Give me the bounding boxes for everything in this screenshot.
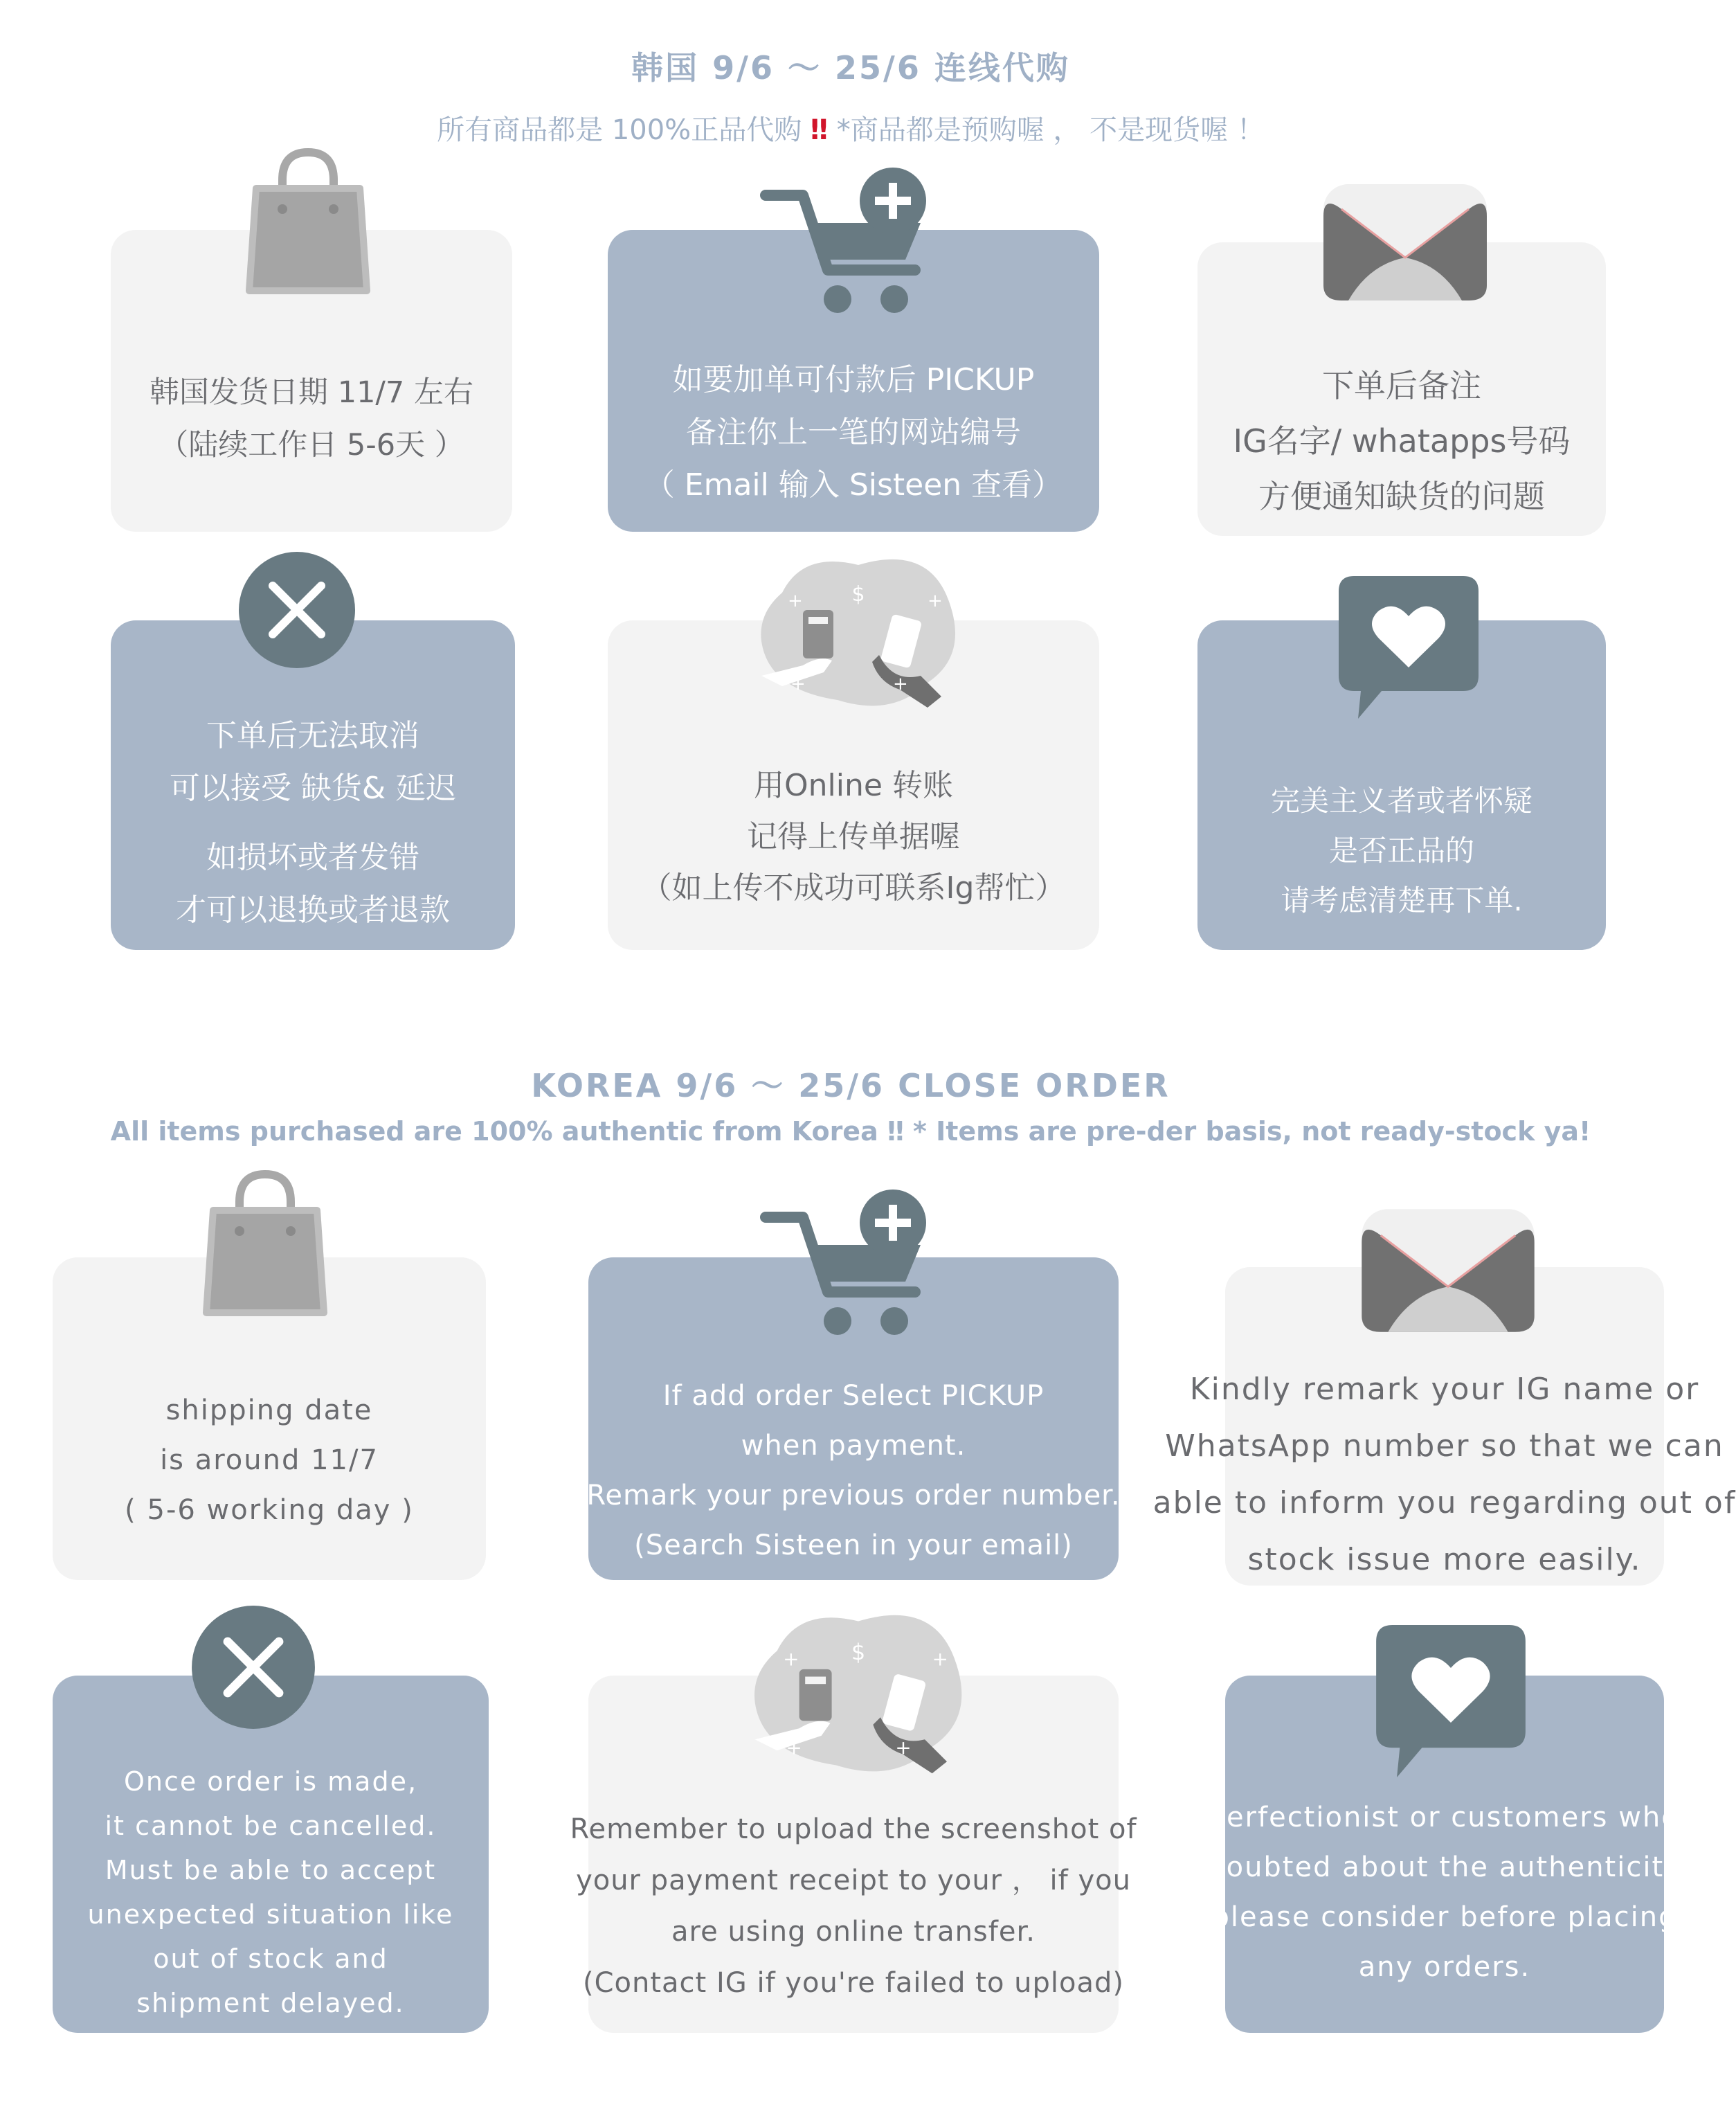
card-line: 是否正品的 <box>1328 834 1474 868</box>
alert-mark: ‼ <box>810 114 828 146</box>
card-line: shipping date <box>165 1394 373 1426</box>
card-line: （陆续工作日 5-6天 ） <box>159 428 464 463</box>
heart-chat-icon <box>1375 1623 1527 1779</box>
card-line: 完美主义者或者怀疑 <box>1270 784 1532 818</box>
card-line: (Contact IG if you're failed to upload) <box>583 1967 1124 1999</box>
card-line: doubted about the authenticity <box>1207 1851 1682 1883</box>
english-subtitle: All items purchased are 100% authentic from Korea ‼ * Items are pre-der basis, not ready-stock ya! <box>110 1116 1591 1147</box>
card-line: 记得上传单据喔 <box>747 819 960 854</box>
svg-text:+: + <box>788 591 803 611</box>
card-line: 才可以退换或者退款 <box>176 892 450 928</box>
card-line: 用Online 转账 <box>754 768 953 803</box>
cart-add-icon <box>761 166 941 318</box>
card-line: (Search Sisteen in your email) <box>634 1529 1073 1561</box>
card-line: are using online transfer. <box>671 1916 1036 1948</box>
card-line: stock issue more easily. <box>1247 1542 1642 1577</box>
close-circle-icon <box>238 551 356 669</box>
card-line: 方便通知缺货的问题 <box>1258 478 1545 515</box>
card-line: 下单后备注 <box>1322 367 1481 404</box>
card-line: 可以接受 缺货& 延迟 <box>169 771 457 806</box>
card-line: 如要加单可付款后 PICKUP <box>672 362 1035 397</box>
card-line: 请考虑清楚再下单. <box>1281 883 1523 917</box>
chinese-subtitle-text: *商品都是预购喔 ， 不是现货喔 ！ <box>828 114 1265 146</box>
card-line: is around 11/7 <box>160 1444 379 1476</box>
card-line: 如损坏或者发错 <box>206 840 419 875</box>
chinese-subtitle <box>0 108 1701 147</box>
svg-text:+: + <box>790 674 806 694</box>
card-line: Remember to upload the screenshot of <box>570 1813 1137 1845</box>
card-line: Once order is made, <box>123 1766 418 1797</box>
english-title: KOREA 9/6 ～ 25/6 CLOSE ORDER <box>531 1067 1170 1104</box>
payment-transfer-icon <box>754 551 962 713</box>
svg-text:+: + <box>783 1647 799 1671</box>
card-line: 下单后无法取消 <box>206 718 419 753</box>
shopping-bag-icon <box>199 1167 331 1320</box>
card-line: Must be able to accept <box>105 1855 437 1885</box>
card-line: out of stock and <box>153 1944 388 1974</box>
envelope-icon <box>1358 1206 1538 1335</box>
card-line: Remark your previous order number. <box>586 1480 1121 1511</box>
cart-add-icon <box>761 1188 941 1340</box>
info-card <box>111 620 515 950</box>
svg-text:+: + <box>786 1736 802 1759</box>
heart-chat-icon <box>1337 575 1480 720</box>
svg-text:$: $ <box>851 582 865 607</box>
card-line: shipment delayed. <box>136 1988 405 2018</box>
close-circle-icon <box>191 1605 316 1730</box>
card-line: 备注你上一笔的网站编号 <box>686 415 1021 450</box>
svg-text:+: + <box>895 1736 912 1759</box>
card-line: If add order Select PICKUP <box>662 1380 1045 1412</box>
shopping-bag-icon <box>242 145 374 298</box>
card-line: any orders. <box>1358 1951 1531 1983</box>
card-line: IG名字/ whatapps号码 <box>1233 422 1571 460</box>
chinese-title: 韩国 9/6 ～ 25/6 连线代购 <box>631 49 1070 87</box>
card-line: ( 5-6 working day ) <box>125 1494 414 1526</box>
svg-text:+: + <box>932 1647 948 1671</box>
chinese-subtitle-text: 所有商品都是 100%正品代购 <box>437 114 811 146</box>
payment-transfer-icon <box>748 1606 969 1779</box>
svg-text:+: + <box>928 591 943 611</box>
envelope-icon <box>1321 181 1490 303</box>
card-line: when payment. <box>741 1430 966 1462</box>
card-line: Perfectionist or customers who <box>1209 1802 1680 1833</box>
card-line: WhatsApp number so that we can <box>1165 1428 1724 1464</box>
card-line: able to inform you regarding out of <box>1152 1485 1736 1520</box>
card-line: your payment receipt to your ， if you <box>576 1865 1131 1896</box>
card-line: Kindly remark your IG name or <box>1189 1372 1700 1407</box>
card-line: 韩国发货日期 11/7 左右 <box>150 375 473 410</box>
card-line: please consider before placing <box>1211 1901 1678 1933</box>
card-line: it cannot be cancelled. <box>105 1811 437 1841</box>
svg-text:+: + <box>893 674 908 694</box>
card-line: unexpected situation like <box>87 1899 454 1930</box>
svg-text:$: $ <box>851 1639 866 1665</box>
card-line: （ Email 输入 Sisteen 查看） <box>644 467 1063 503</box>
card-line: （如上传不成功可联系Ig帮忙） <box>641 870 1066 906</box>
